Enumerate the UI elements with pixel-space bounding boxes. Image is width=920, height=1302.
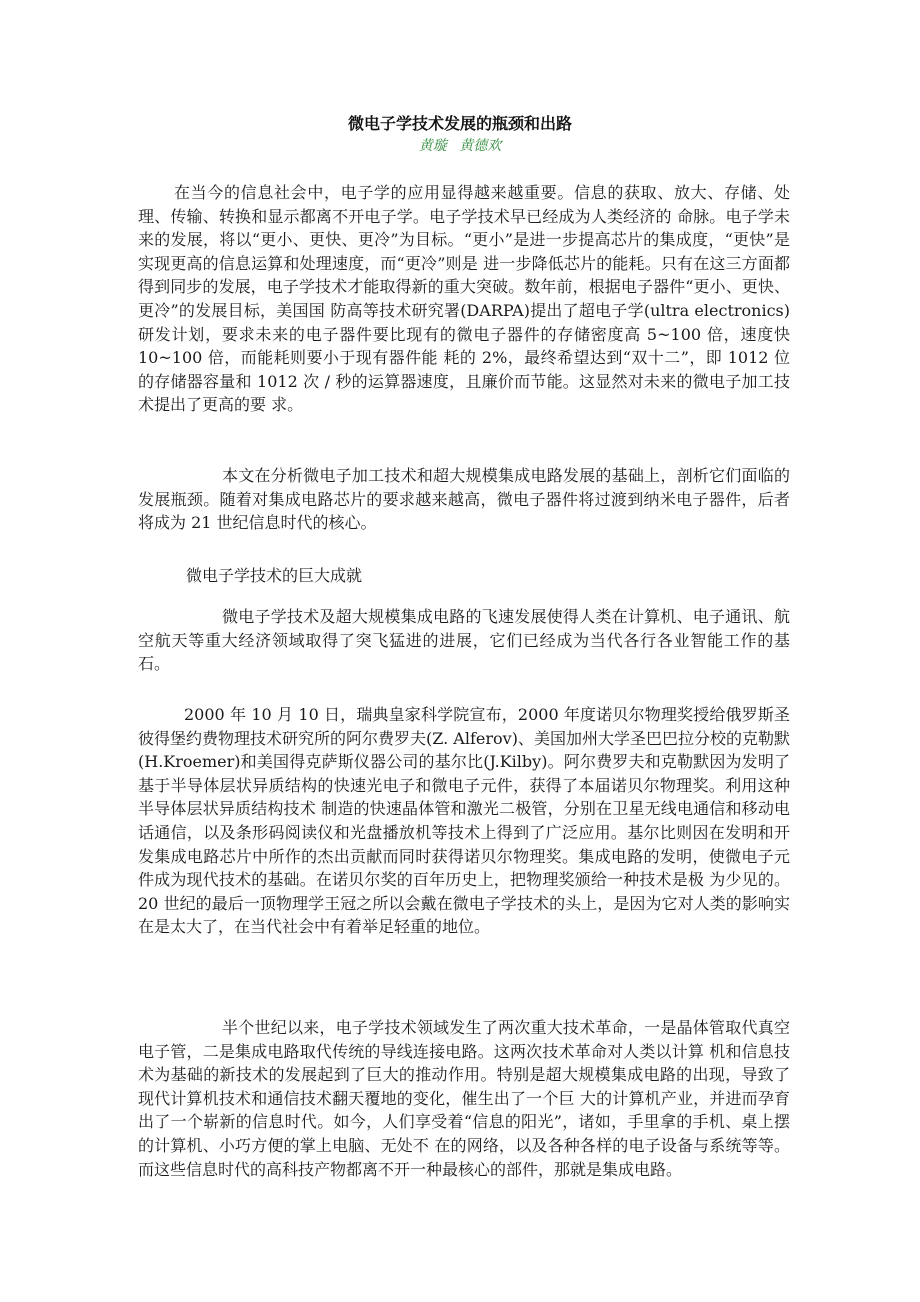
section-paragraph-3: 半个世纪以来，电子学技术领域发生了两次重大技术革命，一是晶体管取代真空电子管，二是集成电路取代传统的导线连接电路。这两次技术革命对人类以计算 机和信息技术为基础的新技术的发展起到了巨大的推动作用。特别是超大规模集成电路的出现，导致了现代计算机技术和通信技术翻天覆地的变化，催生出了一个巨 大的计算机产业，并进而孕育出了一个崭新的信息时代。如今，人们享受着“信息的阳光”，诸如，手里拿的手机、桌上摆的计算机、小巧方便的掌上电脑、无处不 在的网络，以及各种各样的电子设备与系统等等。而这些信息时代的高科技产物都离不开一种最核心的部件，那就是集成电路。 [138,1018,790,1179]
document-authors: 黄璇 黄德欢 [418,138,502,154]
intro-paragraph-2: 本文在分析微电子加工技术和超大规模集成电路发展的基础上，剖析它们面临的发展瓶颈。随着对集成电路芯片的要求越来越高，微电子器件将过渡到纳米电子器件，后者将成为 21 世纪信息时代的核心。 [138,466,790,533]
intro-paragraph-1: 在当今的信息社会中，电子学的应用显得越来越重要。信息的获取、放大、存储、处理、传输、转换和显示都离不开电子学。电子学技术早已经成为人类经济的 命脉。电子学未来的发展，将以“更小、更快、更冷”为目标。“更小”是进一步提高芯片的集成度，“更快”是实现更高的信息运算和处理速度，而“更冷”则是 进一步降低芯片的能耗。只有在这三方面都得到同步的发展，电子学技术才能取得新的重大突破。数年前，根据电子器件“更小、更快、更冷”的发展目标，美国国 防高等技术研究署(DARPA)提出了超电子学(ultra electronics)研发计划，要求未来的电子器件要比现有的微电子器件的存储密度高 5~100 倍，速度快 10~100 倍，而能耗则要小于现有器件能 耗的 2%，最终希望达到“双十二”，即 1012 位的存储器容量和 1012 次 / 秒的运算器速度，且廉价而节能。这显然对未来的微电子加工技术提出了更高的要 求。 [138,183,790,415]
section-paragraph-1: 微电子学技术及超大规模集成电路的飞速发展使得人类在计算机、电子通讯、航空航天等重大经济领域取得了突飞猛进的进展，它们已经成为当代各行各业智能工作的基石。 [138,607,790,674]
document-title: 微电子学技术发展的瓶颈和出路 [347,114,572,133]
section-paragraph-2: 2000 年 10 月 10 日，瑞典皇家科学院宣布，2000 年度诺贝尔物理奖授给俄罗斯圣彼得堡约费物理技术研究所的阿尔费罗夫(Z. Alferov)、美国加州大学圣巴巴拉分校的克勒默(H.Kroemer)和美国得克萨斯仪器公司的基尔比(J.Kilby)。阿尔费罗夫和克勒默因为发明了基于半导体层状异质结构的快速光电子和微电子元件，获得了本届诺贝尔物理奖。利用这种半导体层状异质结构技术 制造的快速晶体管和激光二极管，分别在卫星无线电通信和移动电话通信，以及条形码阅读仪和光盘播放机等技术上得到了广泛应用。基尔比则因在发明和开发集成电路芯片中所作的杰出贡献而同时获得诺贝尔物理奖。集成电路的发明，使微电子元件成为现代技术的基础。在诺贝尔奖的百年历史上，把物理奖颁给一种技术是极 为少见的。20 世纪的最后一顶物理学王冠之所以会戴在微电子学技术的头上，是因为它对人类的影响实在是太大了，在当代社会中有着举足轻重的地位。 [138,705,790,937]
section-heading: 微电子学技术的巨大成就 [186,566,363,585]
